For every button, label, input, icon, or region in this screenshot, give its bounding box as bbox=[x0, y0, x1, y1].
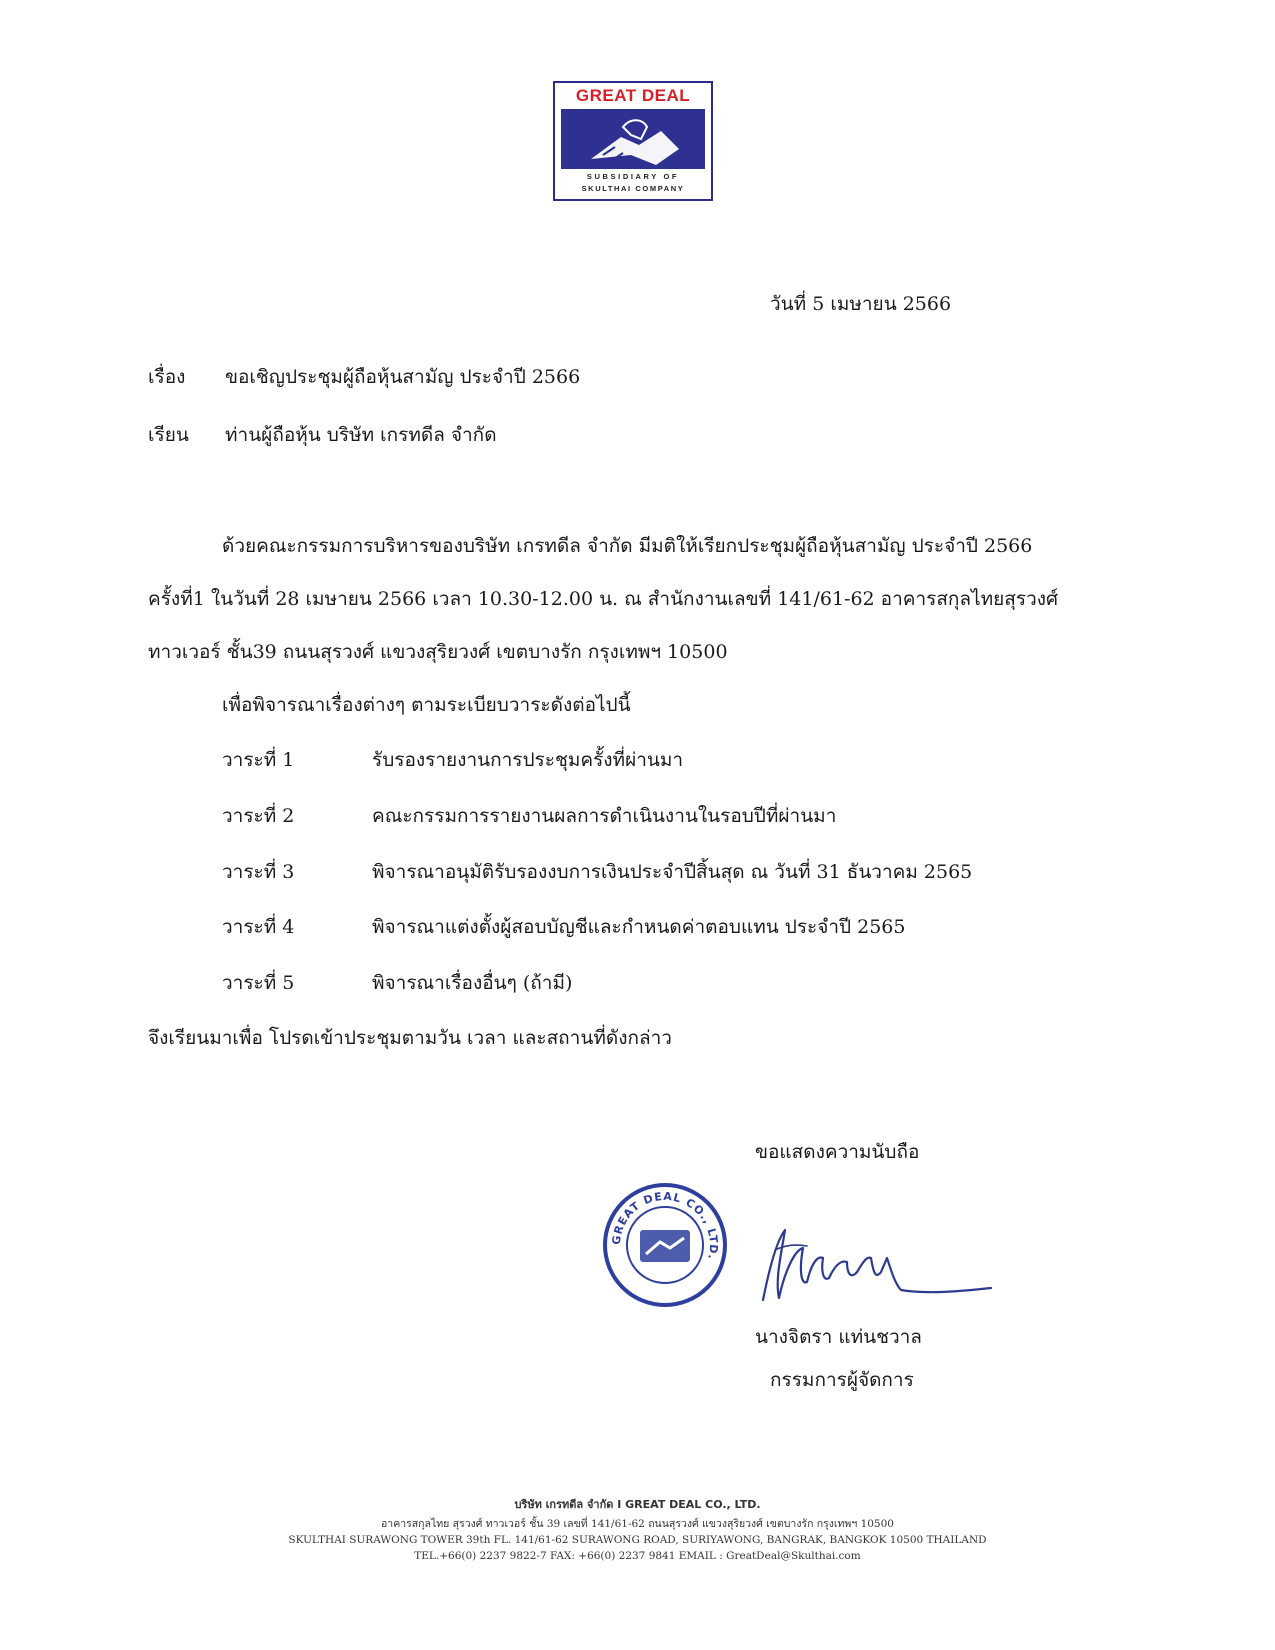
handshake-icon bbox=[561, 109, 705, 169]
agenda-item: พิจารณาแต่งตั้งผู้สอบบัญชีและกำหนดค่าตอบแทน ประจำปี 2565 bbox=[372, 916, 906, 938]
agenda-number: วาระที่ 5 bbox=[222, 972, 295, 994]
signatory-name: นางจิตรา แท่นชวาล bbox=[755, 1326, 922, 1348]
agenda-number: วาระที่ 1 bbox=[222, 749, 295, 771]
logo-title: GREAT DEAL bbox=[575, 86, 691, 105]
agenda-number: วาระที่ 4 bbox=[222, 916, 295, 938]
subject-label: เรื่อง bbox=[148, 366, 186, 388]
subject-text: ขอเชิญประชุมผู้ถือหุ้นสามัญ ประจำปี 2566 bbox=[225, 366, 581, 388]
agenda-intro: เพื่อพิจารณาเรื่องต่างๆ ตามระเบียบวาระดังต่อไปนี้ bbox=[222, 694, 631, 716]
footer-address-th: อาคารสกุลไทย สุรวงศ์ ทาวเวอร์ ชั้น 39 เลขที่ 141/61-62 ถนนสุรวงศ์ แขวงสุริยวงศ์ เขตบางรัก กรุงเทพฯ 10500 bbox=[381, 1518, 894, 1530]
regards-text: ขอแสดงความนับถือ bbox=[755, 1141, 920, 1163]
agenda-item: คณะกรรมการรายงานผลการดำเนินงานในรอบปีที่ผ่านมา bbox=[372, 805, 837, 827]
footer-address-en: SKULTHAI SURAWONG TOWER 39th FL. 141/61-62 SURAWONG ROAD, SURIYAWONG, BANGRAK, BANGKOK 10500 THAILAND bbox=[288, 1534, 987, 1546]
agenda-item: พิจารณาอนุมัติรับรองงบการเงินประจำปีสิ้นสุด ณ วันที่ 31 ธันวาคม 2565 bbox=[372, 861, 973, 883]
closing-line: จึงเรียนมาเพื่อ โปรดเข้าประชุมตามวัน เวลา และสถานที่ดังกล่าว bbox=[148, 1027, 672, 1049]
footer-contact: TEL.+66(0) 2237 9822-7 FAX: +66(0) 2237 9841 EMAIL : GreatDeal@Skulthai.com bbox=[414, 1550, 861, 1562]
recipient-text: ท่านผู้ถือหุ้น บริษัท เกรทดีล จำกัด bbox=[225, 424, 497, 446]
signature-mark bbox=[755, 1210, 995, 1320]
recipient-label: เรียน bbox=[148, 424, 189, 446]
footer-company: บริษัท เกรทดีล จำกัด I GREAT DEAL CO., LTD. bbox=[514, 1498, 761, 1511]
logo-subtitle-2: SKULTHAI COMPANY bbox=[581, 184, 685, 193]
body-line-1: ด้วยคณะกรรมการบริหารของบริษัท เกรทดีล จำกัด มีมติให้เรียกประชุมผู้ถือหุ้นสามัญ ประจำปี 2566 bbox=[222, 535, 1033, 557]
agenda-item: พิจารณาเรื่องอื่นๆ (ถ้ามี) bbox=[372, 972, 573, 994]
agenda-item: รับรองรายงานการประชุมครั้งที่ผ่านมา bbox=[372, 749, 684, 771]
agenda-number: วาระที่ 3 bbox=[222, 861, 295, 883]
logo-subtitle-1: SUBSIDIARY OF bbox=[586, 172, 680, 181]
signatory-position: กรรมการผู้จัดการ bbox=[770, 1369, 914, 1391]
body-line-2: ครั้งที่1 ในวันที่ 28 เมษายน 2566 เวลา 10.30-12.00 น. ณ สำนักงานเลขที่ 141/61-62 อาคารสกุลไทยสุรวงศ์ bbox=[148, 588, 1059, 610]
letter-date: วันที่ 5 เมษายน 2566 bbox=[770, 293, 952, 315]
company-logo bbox=[553, 81, 713, 201]
agenda-number: วาระที่ 2 bbox=[222, 805, 295, 827]
body-line-3: ทาวเวอร์ ชั้น39 ถนนสุรวงศ์ แขวงสุริยวงศ์ เขตบางรัก กรุงเทพฯ 10500 bbox=[148, 641, 728, 663]
company-seal-stamp bbox=[600, 1180, 730, 1310]
seal-text: GREAT DEAL CO., LTD. bbox=[609, 1189, 721, 1262]
